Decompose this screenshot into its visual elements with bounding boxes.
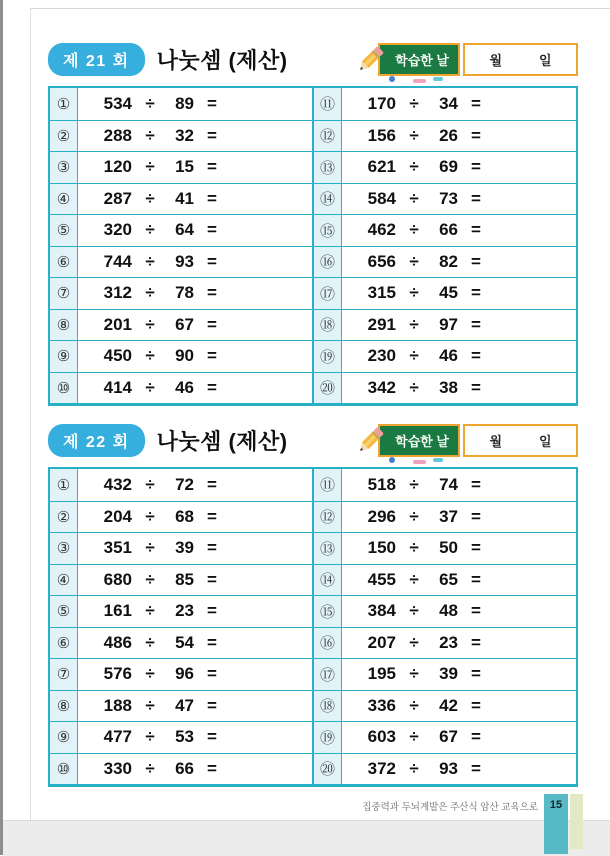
- divide-sign: ÷: [409, 93, 419, 113]
- page-bottom-band: [3, 820, 610, 856]
- problem-expression: [78, 595, 312, 627]
- problem-expression: [342, 277, 576, 309]
- day-label: 일: [538, 52, 552, 68]
- problem-number: ④: [50, 564, 78, 596]
- divisor: 23: [175, 601, 194, 621]
- problem-expression: [342, 658, 576, 690]
- problem-expression: [342, 183, 576, 215]
- problem-number: ⑯: [312, 627, 342, 659]
- divisor: 93: [439, 758, 458, 778]
- divisor: 23: [439, 632, 458, 652]
- problem-number: ⑫: [312, 501, 342, 533]
- divisor: 90: [175, 346, 194, 366]
- divide-sign: ÷: [409, 664, 419, 684]
- problem-expression: [78, 658, 312, 690]
- divisor: 67: [175, 314, 194, 334]
- divide-sign: ÷: [145, 538, 155, 558]
- equals-sign: =: [207, 664, 217, 684]
- problem-number: ⑱: [312, 690, 342, 722]
- problem-number: ⑫: [312, 120, 342, 152]
- problem-number: ⑭: [312, 564, 342, 596]
- problem-expression: [78, 372, 312, 404]
- date-entry-box: [463, 424, 578, 457]
- problem-number: ⑮: [312, 214, 342, 246]
- dividend: 207: [367, 632, 396, 652]
- problem-expression: [78, 753, 312, 785]
- divide-sign: ÷: [145, 251, 155, 271]
- date-entry-box: [463, 43, 578, 76]
- problem-number: ⑲: [312, 340, 342, 372]
- divide-sign: ÷: [145, 157, 155, 177]
- equals-sign: =: [207, 695, 217, 715]
- divisor: 82: [439, 251, 458, 271]
- equals-sign: =: [207, 474, 217, 494]
- divisor: 89: [175, 93, 194, 113]
- divisor: 41: [175, 188, 194, 208]
- pencil-icon: [353, 424, 387, 458]
- problem-number: ①: [50, 469, 78, 501]
- problem-expression: [78, 690, 312, 722]
- dividend: 351: [103, 538, 132, 558]
- divisor: 37: [439, 506, 458, 526]
- problem-expression: [342, 753, 576, 785]
- page-number: 15: [549, 799, 563, 811]
- problems-table: [48, 86, 578, 406]
- problem-expression: [342, 372, 576, 404]
- divide-sign: ÷: [145, 188, 155, 208]
- divide-sign: ÷: [145, 125, 155, 145]
- divide-sign: ÷: [409, 377, 419, 397]
- divisor: 47: [175, 695, 194, 715]
- problem-number: ③: [50, 532, 78, 564]
- month-label: 월: [489, 52, 503, 68]
- equals-sign: =: [471, 188, 481, 208]
- equals-sign: =: [471, 283, 481, 303]
- divisor: 50: [439, 538, 458, 558]
- problem-expression: [342, 532, 576, 564]
- session-badge: 제 22 회: [48, 424, 145, 457]
- study-day-label: 학습한 날: [378, 424, 460, 457]
- equals-sign: =: [471, 601, 481, 621]
- divisor: 34: [439, 93, 458, 113]
- equals-sign: =: [471, 377, 481, 397]
- dividend: 296: [367, 506, 396, 526]
- divide-sign: ÷: [145, 220, 155, 240]
- divisor: 96: [175, 664, 194, 684]
- dividend: 744: [103, 251, 132, 271]
- divisor: 68: [175, 506, 194, 526]
- problem-number: ⑯: [312, 246, 342, 278]
- crayon-speck-pink: [413, 460, 426, 464]
- problem-number: ⑱: [312, 309, 342, 341]
- problem-number: ⑬: [312, 151, 342, 183]
- equals-sign: =: [207, 125, 217, 145]
- problem-number: ①: [50, 88, 78, 120]
- problem-number: ⑤: [50, 595, 78, 627]
- problem-number: ⑩: [50, 372, 78, 404]
- equals-sign: =: [207, 220, 217, 240]
- session-badge: 제 21 회: [48, 43, 145, 76]
- divisor: 53: [175, 727, 194, 747]
- equals-sign: =: [207, 727, 217, 747]
- dividend: 204: [103, 506, 132, 526]
- study-date-panel: [353, 423, 578, 457]
- footer-slogan: 집중력과 두뇌계발은 주산식 암산 교육으로: [362, 802, 538, 813]
- divisor: 39: [175, 538, 194, 558]
- divide-sign: ÷: [409, 251, 419, 271]
- divisor: 85: [175, 569, 194, 589]
- divide-sign: ÷: [145, 93, 155, 113]
- problem-number: ④: [50, 183, 78, 215]
- divide-sign: ÷: [409, 346, 419, 366]
- equals-sign: =: [207, 314, 217, 334]
- problem-number: ⑥: [50, 627, 78, 659]
- dividend: 534: [103, 93, 132, 113]
- problem-number: ②: [50, 501, 78, 533]
- dividend: 156: [367, 125, 396, 145]
- dividend: 201: [103, 314, 132, 334]
- equals-sign: =: [471, 93, 481, 113]
- divisor: 74: [439, 474, 458, 494]
- problem-expression: [342, 120, 576, 152]
- problem-expression: [78, 564, 312, 596]
- equals-sign: =: [471, 314, 481, 334]
- problem-number: ⑳: [312, 372, 342, 404]
- equals-sign: =: [471, 538, 481, 558]
- dividend: 330: [103, 758, 132, 778]
- equals-sign: =: [471, 220, 481, 240]
- divisor: 42: [439, 695, 458, 715]
- divide-sign: ÷: [145, 346, 155, 366]
- problem-expression: [78, 120, 312, 152]
- day-label: 일: [538, 433, 552, 449]
- crayon-speck-blue: [389, 76, 395, 82]
- divisor: 73: [439, 188, 458, 208]
- problem-expression: [342, 721, 576, 753]
- divide-sign: ÷: [409, 125, 419, 145]
- worksheet-section-21: [48, 42, 578, 406]
- problem-number: ⑮: [312, 595, 342, 627]
- problem-expression: [78, 183, 312, 215]
- worksheet-section-22: [48, 423, 578, 787]
- problem-number: ⑳: [312, 753, 342, 785]
- divisor: 67: [439, 727, 458, 747]
- divisor: 45: [439, 283, 458, 303]
- problem-number: ⑨: [50, 721, 78, 753]
- page-edge-shadow: [0, 0, 3, 855]
- dividend: 384: [367, 601, 396, 621]
- dividend: 450: [103, 346, 132, 366]
- equals-sign: =: [471, 251, 481, 271]
- dividend: 320: [103, 220, 132, 240]
- divisor: 69: [439, 157, 458, 177]
- problem-number: ⑲: [312, 721, 342, 753]
- study-date-panel: [353, 42, 578, 76]
- problem-number: ⑰: [312, 277, 342, 309]
- divide-sign: ÷: [145, 474, 155, 494]
- problem-number: ⑬: [312, 532, 342, 564]
- divide-sign: ÷: [145, 601, 155, 621]
- problem-expression: [78, 309, 312, 341]
- divisor: 54: [175, 632, 194, 652]
- problem-number: ⑰: [312, 658, 342, 690]
- study-day-label: 학습한 날: [378, 43, 460, 76]
- divisor: 39: [439, 664, 458, 684]
- problem-expression: [78, 627, 312, 659]
- dividend: 150: [367, 538, 396, 558]
- equals-sign: =: [207, 346, 217, 366]
- dividend: 518: [367, 474, 396, 494]
- problem-number: ⑪: [312, 469, 342, 501]
- divide-sign: ÷: [145, 506, 155, 526]
- divisor: 15: [175, 157, 194, 177]
- divide-sign: ÷: [409, 727, 419, 747]
- problem-expression: [342, 690, 576, 722]
- equals-sign: =: [471, 125, 481, 145]
- divisor: 38: [439, 377, 458, 397]
- equals-sign: =: [207, 632, 217, 652]
- divisor: 65: [439, 569, 458, 589]
- dividend: 584: [367, 188, 396, 208]
- page-number-tab: [544, 794, 568, 854]
- problem-expression: [78, 151, 312, 183]
- dividend: 312: [103, 283, 132, 303]
- problem-number: ⑧: [50, 309, 78, 341]
- problem-expression: [78, 214, 312, 246]
- divide-sign: ÷: [409, 220, 419, 240]
- dividend: 188: [103, 695, 132, 715]
- problem-expression: [342, 564, 576, 596]
- equals-sign: =: [471, 157, 481, 177]
- equals-sign: =: [207, 93, 217, 113]
- section-title: 나눗셈 (제산): [156, 428, 288, 454]
- equals-sign: =: [471, 727, 481, 747]
- dividend: 161: [103, 601, 132, 621]
- problem-expression: [78, 340, 312, 372]
- divide-sign: ÷: [409, 283, 419, 303]
- equals-sign: =: [471, 506, 481, 526]
- divide-sign: ÷: [145, 727, 155, 747]
- dividend: 621: [367, 157, 396, 177]
- equals-sign: =: [471, 346, 481, 366]
- divisor: 66: [175, 758, 194, 778]
- problem-number: ⑦: [50, 658, 78, 690]
- divide-sign: ÷: [409, 569, 419, 589]
- divisor: 64: [175, 220, 194, 240]
- equals-sign: =: [207, 377, 217, 397]
- dividend: 336: [367, 695, 396, 715]
- problem-expression: [78, 501, 312, 533]
- dividend: 315: [367, 283, 396, 303]
- divide-sign: ÷: [145, 758, 155, 778]
- divide-sign: ÷: [145, 664, 155, 684]
- equals-sign: =: [207, 601, 217, 621]
- problem-number: ⑨: [50, 340, 78, 372]
- divide-sign: ÷: [145, 632, 155, 652]
- divisor: 72: [175, 474, 194, 494]
- problem-number: ②: [50, 120, 78, 152]
- problem-number: ⑤: [50, 214, 78, 246]
- equals-sign: =: [207, 506, 217, 526]
- problem-expression: [342, 627, 576, 659]
- divisor: 78: [175, 283, 194, 303]
- divide-sign: ÷: [145, 569, 155, 589]
- divide-sign: ÷: [409, 157, 419, 177]
- dividend: 170: [367, 93, 396, 113]
- problem-expression: [78, 246, 312, 278]
- dividend: 291: [367, 314, 396, 334]
- divide-sign: ÷: [409, 758, 419, 778]
- page-content: [48, 42, 578, 787]
- problem-number: ⑪: [312, 88, 342, 120]
- dividend: 372: [367, 758, 396, 778]
- equals-sign: =: [471, 632, 481, 652]
- divide-sign: ÷: [145, 314, 155, 334]
- divide-sign: ÷: [409, 538, 419, 558]
- problem-expression: [78, 88, 312, 120]
- dividend: 414: [103, 377, 132, 397]
- divide-sign: ÷: [409, 188, 419, 208]
- dividend: 462: [367, 220, 396, 240]
- dividend: 288: [103, 125, 132, 145]
- problem-expression: [342, 469, 576, 501]
- divisor: 97: [439, 314, 458, 334]
- equals-sign: =: [471, 758, 481, 778]
- divide-sign: ÷: [409, 695, 419, 715]
- divisor: 46: [439, 346, 458, 366]
- divisor: 26: [439, 125, 458, 145]
- problem-expression: [342, 88, 576, 120]
- divide-sign: ÷: [409, 506, 419, 526]
- dividend: 455: [367, 569, 396, 589]
- dividend: 486: [103, 632, 132, 652]
- divide-sign: ÷: [409, 314, 419, 334]
- equals-sign: =: [207, 283, 217, 303]
- problem-number: ③: [50, 151, 78, 183]
- problem-expression: [342, 309, 576, 341]
- page-margin-line-left: [30, 8, 31, 820]
- problem-expression: [342, 246, 576, 278]
- dividend: 287: [103, 188, 132, 208]
- dividend: 603: [367, 727, 396, 747]
- crayon-speck-blue: [389, 457, 395, 463]
- dividend: 195: [367, 664, 396, 684]
- equals-sign: =: [471, 695, 481, 715]
- equals-sign: =: [207, 569, 217, 589]
- section-header: [48, 42, 578, 76]
- dividend: 230: [367, 346, 396, 366]
- crayon-speck-pink: [413, 79, 426, 83]
- dividend: 120: [103, 157, 132, 177]
- problem-expression: [78, 277, 312, 309]
- equals-sign: =: [471, 474, 481, 494]
- problems-table: [48, 467, 578, 787]
- problem-number: ⑧: [50, 690, 78, 722]
- equals-sign: =: [471, 664, 481, 684]
- problem-number: ⑭: [312, 183, 342, 215]
- problem-expression: [342, 340, 576, 372]
- equals-sign: =: [471, 569, 481, 589]
- problem-expression: [342, 151, 576, 183]
- dividend: 680: [103, 569, 132, 589]
- problem-expression: [78, 532, 312, 564]
- dividend: 576: [103, 664, 132, 684]
- problem-expression: [342, 595, 576, 627]
- equals-sign: =: [207, 188, 217, 208]
- divide-sign: ÷: [145, 283, 155, 303]
- problem-expression: [342, 501, 576, 533]
- dividend: 477: [103, 727, 132, 747]
- dividend: 656: [367, 251, 396, 271]
- divisor: 93: [175, 251, 194, 271]
- dividend: 432: [103, 474, 132, 494]
- month-label: 월: [489, 433, 503, 449]
- divisor: 32: [175, 125, 194, 145]
- problem-expression: [342, 214, 576, 246]
- problem-number: ⑩: [50, 753, 78, 785]
- pencil-icon: [353, 43, 387, 77]
- section-header: [48, 423, 578, 457]
- equals-sign: =: [207, 251, 217, 271]
- problem-expression: [78, 469, 312, 501]
- equals-sign: =: [207, 758, 217, 778]
- crayon-speck-teal: [433, 458, 443, 462]
- dividend: 342: [367, 377, 396, 397]
- divide-sign: ÷: [145, 377, 155, 397]
- divide-sign: ÷: [409, 474, 419, 494]
- section-title: 나눗셈 (제산): [156, 47, 288, 73]
- divisor: 48: [439, 601, 458, 621]
- divide-sign: ÷: [409, 632, 419, 652]
- page-margin-line-top: [30, 8, 610, 9]
- crayon-speck-teal: [433, 77, 443, 81]
- problem-number: ⑦: [50, 277, 78, 309]
- problem-number: ⑥: [50, 246, 78, 278]
- divisor: 46: [175, 377, 194, 397]
- divide-sign: ÷: [409, 601, 419, 621]
- divide-sign: ÷: [145, 695, 155, 715]
- problem-expression: [78, 721, 312, 753]
- divisor: 66: [439, 220, 458, 240]
- page-side-strip: [570, 794, 583, 849]
- equals-sign: =: [207, 157, 217, 177]
- equals-sign: =: [207, 538, 217, 558]
